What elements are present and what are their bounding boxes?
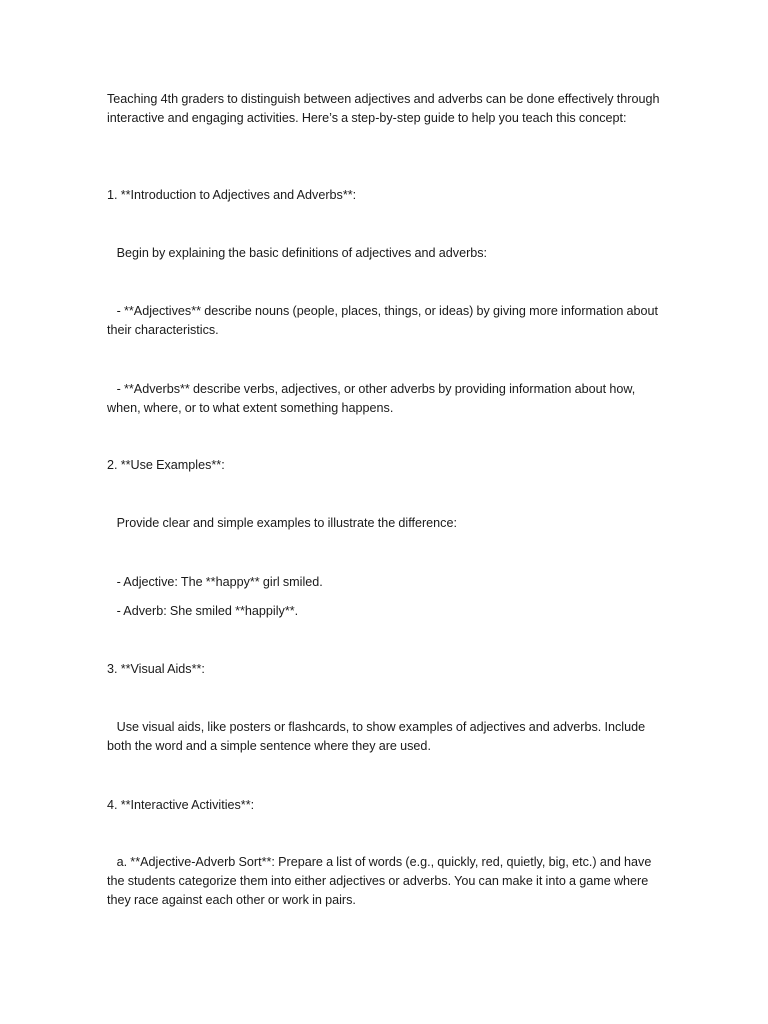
section-heading-examples: 2. **Use Examples**: <box>107 458 225 472</box>
adjectives-definition-paragraph: - **Adjectives** describe nouns (people, places, things, or ideas) by giving more information about their characteristics. <box>107 304 662 338</box>
section-heading-interactive-activities: 4. **Interactive Activities**: <box>107 798 255 812</box>
section-heading-visual-aids: 3. **Visual Aids**: <box>107 662 205 676</box>
intro-paragraph: Teaching 4th graders to distinguish between adjectives and adverbs can be done effectively through interactive and engaging activities. Here’s a step-by-step guide to help you teach this concept: <box>107 92 663 126</box>
visual-aids-paragraph: Use visual aids, like posters or flashcards, to show examples of adjectives and adverbs. Include both the word and a simple sentence where they are used. <box>107 720 649 754</box>
examples-intro-paragraph: Provide clear and simple examples to illustrate the difference: <box>107 516 457 530</box>
adverb-example-line: - Adverb: She smiled **happily**. <box>107 604 299 618</box>
definitions-intro-paragraph: Begin by explaining the basic definitions of adjectives and adverbs: <box>107 246 488 260</box>
section-heading-introduction: 1. **Introduction to Adjectives and Adverbs**: <box>107 188 357 202</box>
adjective-adverb-sort-paragraph: a. **Adjective-Adverb Sort**: Prepare a list of words (e.g., quickly, red, quietly, big, etc.) and have the students categorize them into either adjectives or adverbs. You can make it into a game where they race against each other or work in pairs. <box>107 855 655 908</box>
adjective-example-line: - Adjective: The **happy** girl smiled. <box>107 575 323 589</box>
adverbs-definition-paragraph: - **Adverbs** describe verbs, adjectives, or other adverbs by providing information about how, when, where, or to what extent something happens. <box>107 382 639 416</box>
